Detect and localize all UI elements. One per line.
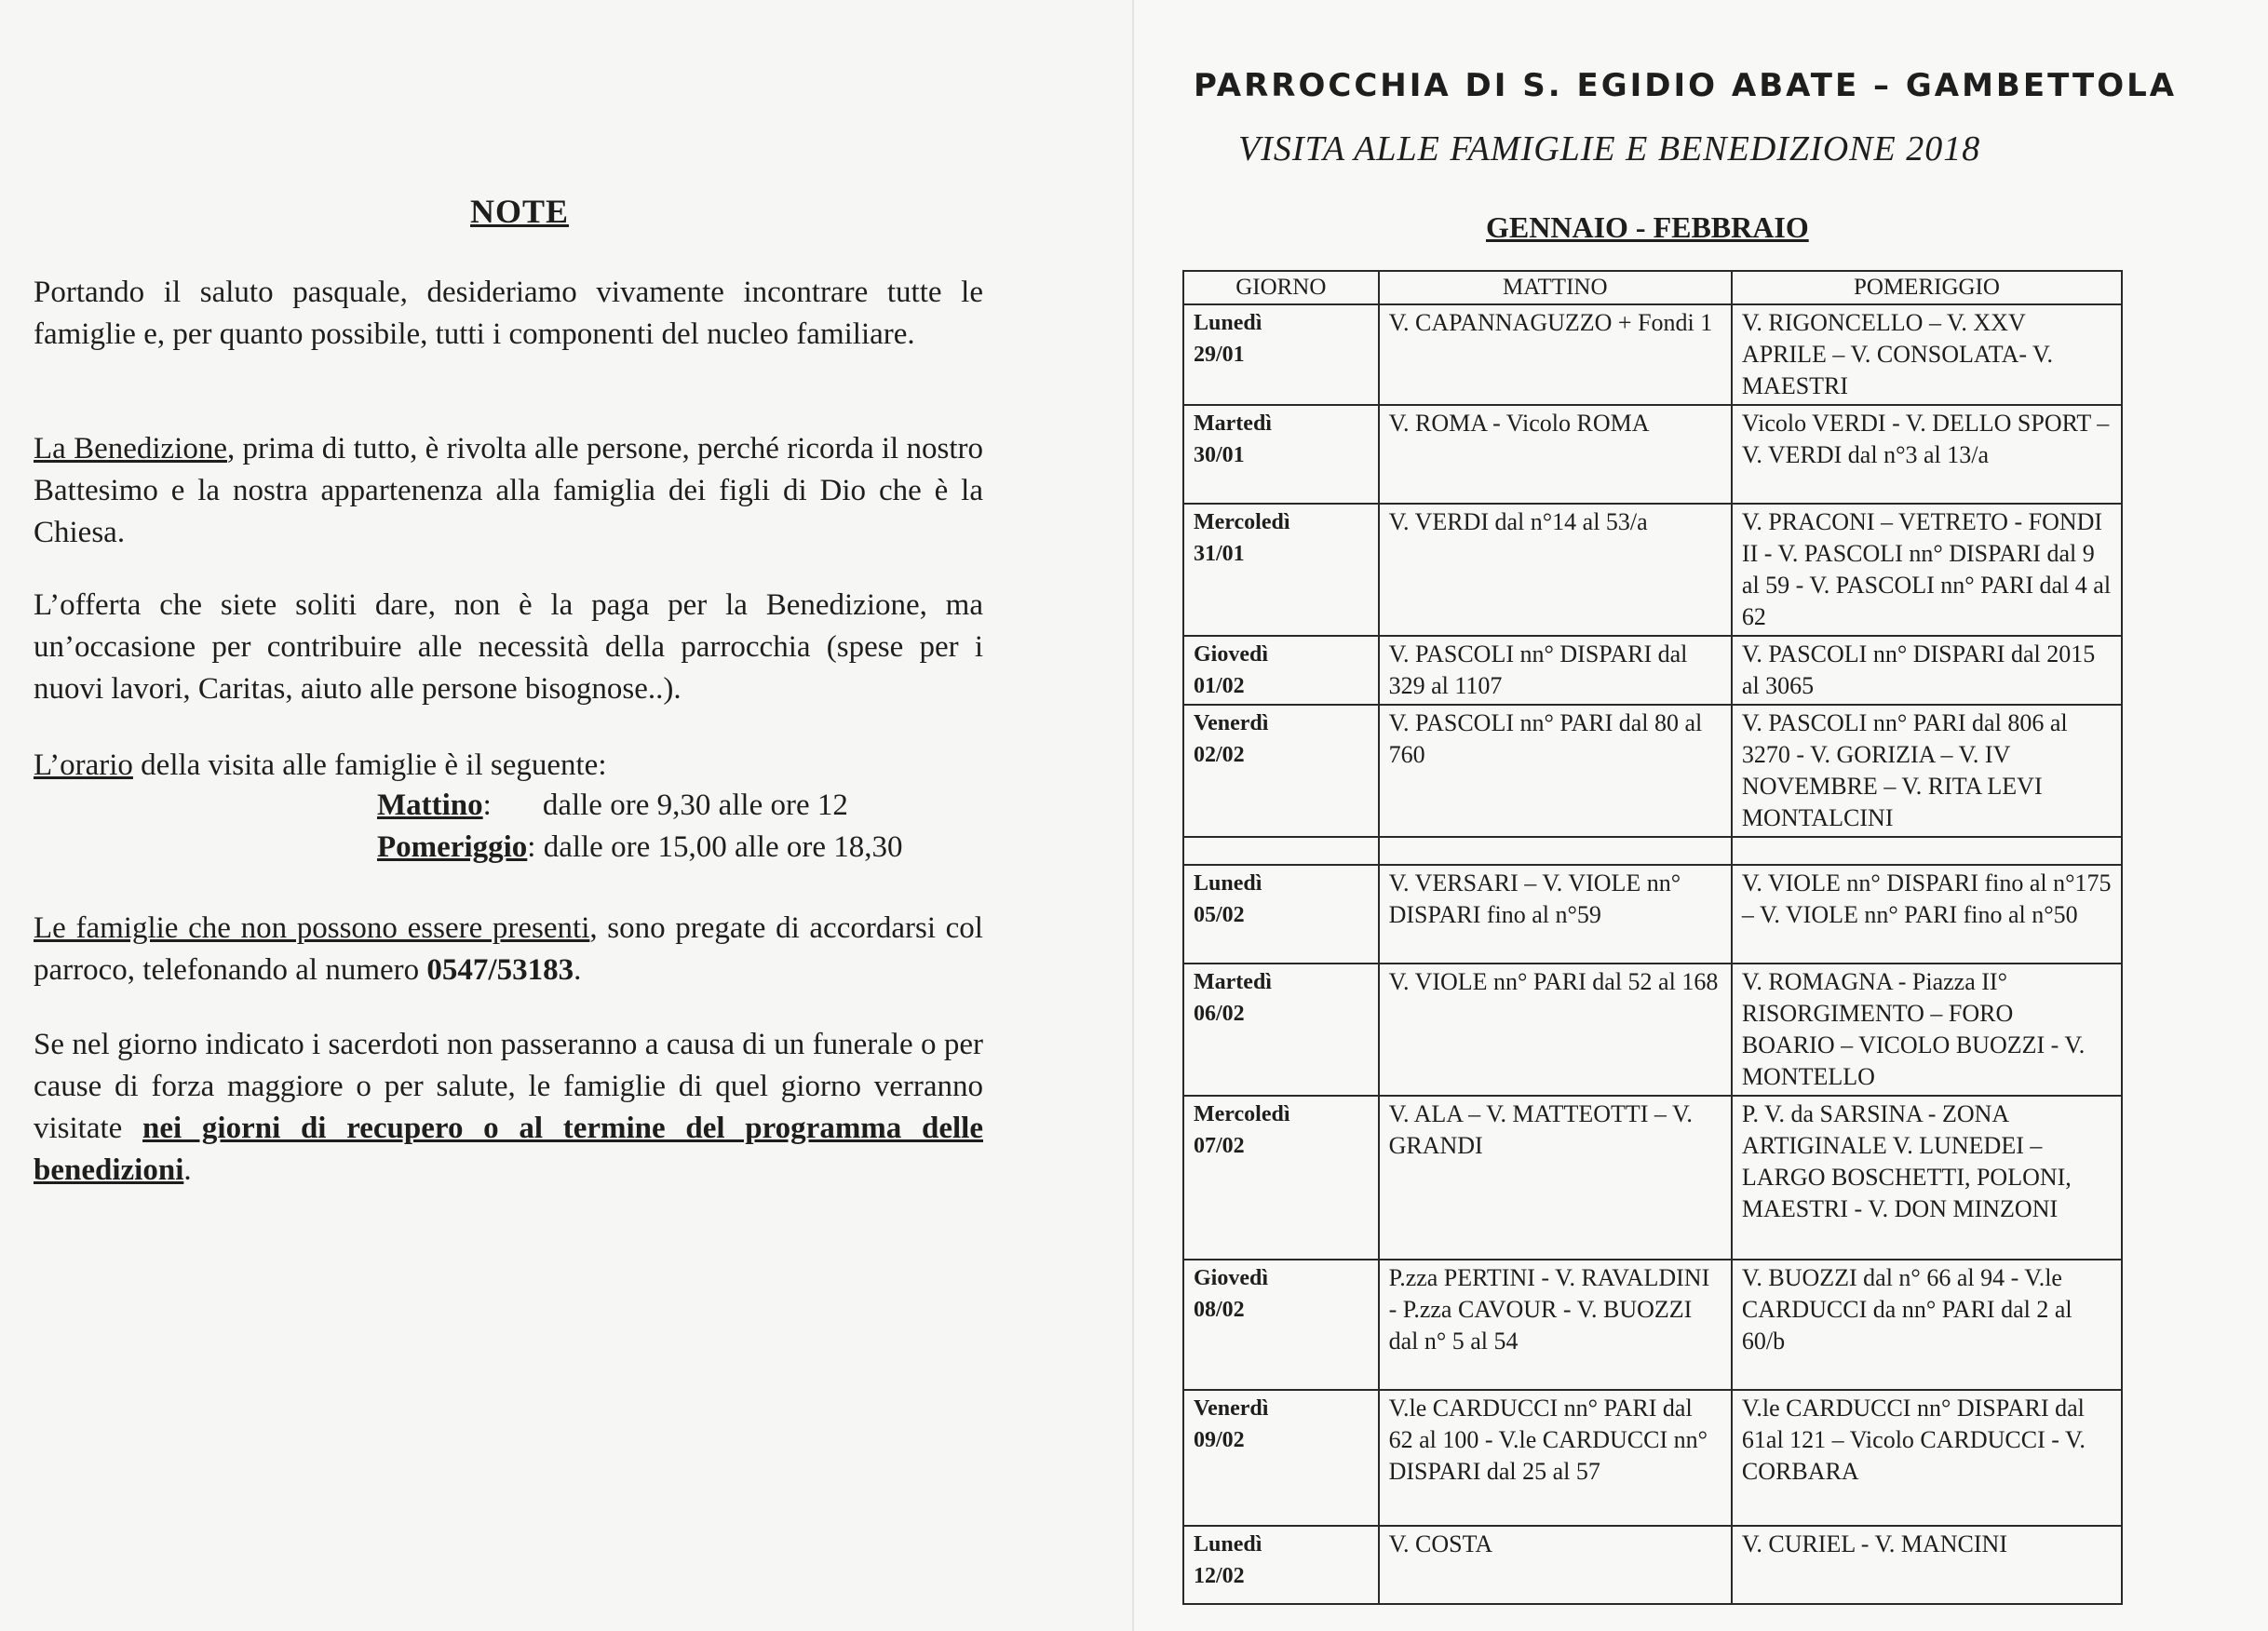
header-day: GIORNO	[1183, 271, 1379, 304]
day-name: Martedì	[1194, 411, 1272, 436]
day-name: Venerdì	[1194, 1396, 1269, 1421]
note-title: NOTE	[470, 193, 570, 230]
blessing-text: , prima di tutto, è rivolta alle persone, perché ricorda il nostro Battesimo e la nostra appartenenza alla famiglia dei figli di Dio che è la Chiesa.	[34, 432, 983, 549]
note-paragraph-schedule	[34, 745, 983, 787]
day-name: Giovedì	[1194, 1266, 1269, 1290]
table-row	[1183, 636, 2122, 705]
morning-cell: V. ROMA - Vicolo ROMA	[1379, 405, 1732, 504]
blessing-heading: La Benedizione	[34, 432, 227, 465]
day-name: Martedì	[1194, 970, 1272, 994]
morning-cell: V. VERSARI – V. VIOLE nn° DISPARI fino al n°59	[1379, 865, 1732, 964]
table-header-row	[1183, 271, 2122, 304]
day-date: 09/02	[1194, 1428, 1245, 1452]
day-date: 02/02	[1194, 743, 1245, 767]
schedule-intro: della visita alle famiglie è il seguente:	[132, 748, 607, 782]
table-row	[1183, 964, 2122, 1096]
table-row	[1183, 1526, 2122, 1604]
day-cell	[1183, 1526, 1379, 1604]
afternoon-label: Pomeriggio	[377, 830, 528, 864]
visit-title: VISITA ALLE FAMIGLIE E BENEDIZIONE 2018	[1238, 129, 1981, 168]
morning-cell: V. COSTA	[1379, 1526, 1732, 1604]
day-name: Mercoledì	[1194, 1102, 1290, 1126]
day-cell	[1183, 1390, 1379, 1526]
schedule-morning: Mattino: dalle ore 9,30 alle ore 12	[377, 789, 848, 822]
morning-cell: P.zza PERTINI - V. RAVALDINI - P.zza CAVOUR - V. BUOZZI dal n° 5 al 54	[1379, 1260, 1732, 1390]
morning-cell: V.le CARDUCCI nn° PARI dal 62 al 100 - V.le CARDUCCI nn° DISPARI dal 25 al 57	[1379, 1390, 1732, 1526]
table-row	[1183, 1260, 2122, 1390]
recovery-emphasis: nei giorni di recupero o al termine del programma delle benedizioni	[34, 1112, 983, 1187]
day-date: 07/02	[1194, 1134, 1245, 1158]
morning-cell: V. ALA – V. MATTEOTTI – V. GRANDI	[1379, 1096, 1732, 1260]
morning-hours: dalle ore 9,30 alle ore 12	[542, 789, 848, 822]
day-date: 05/02	[1194, 903, 1245, 927]
day-cell	[1183, 1096, 1379, 1260]
afternoon-cell: V. VIOLE nn° DISPARI fino al n°175 – V. VIOLE nn° PARI fino al n°50	[1732, 865, 2122, 964]
day-date: 29/01	[1194, 343, 1245, 367]
day-cell	[1183, 1260, 1379, 1390]
day-date: 08/02	[1194, 1298, 1245, 1322]
afternoon-cell: V. RIGONCELLO – V. XXV APRILE – V. CONSOLATA- V. MAESTRI	[1732, 304, 2122, 405]
table-row	[1183, 705, 2122, 837]
morning-cell: V. CAPANNAGUZZO + Fondi 1	[1379, 304, 1732, 405]
table-row	[1183, 1390, 2122, 1526]
months-heading: GENNAIO - FEBBRAIO	[1486, 210, 1809, 244]
afternoon-cell: V. CURIEL - V. MANCINI	[1732, 1526, 2122, 1604]
day-date: 12/02	[1194, 1564, 1245, 1588]
table-spacer-row	[1183, 837, 2122, 865]
afternoon-cell: V. ROMAGNA - Piazza II° RISORGIMENTO – FORO BOARIO – VICOLO BUOZZI - V. MONTELLO	[1732, 964, 2122, 1096]
afternoon-cell: V. PASCOLI nn° PARI dal 806 al 3270 - V. GORIZIA – V. IV NOVEMBRE – V. RITA LEVI MONTALCINI	[1732, 705, 2122, 837]
day-cell	[1183, 964, 1379, 1096]
day-name: Giovedì	[1194, 642, 1269, 667]
absent-text: , sono pregate di accordarsi col parroco, telefonando al numero	[34, 911, 983, 987]
recovery-text: Se nel giorno indicato i sacerdoti non passeranno a causa di un funerale o per cause di forza maggiore o per salute, le famiglie di quel giorno verranno visitate	[34, 1028, 983, 1145]
schedule-heading: L’orario	[34, 748, 133, 782]
table-row	[1183, 405, 2122, 504]
day-name: Venerdì	[1194, 711, 1269, 735]
day-cell	[1183, 304, 1379, 405]
day-date: 30/01	[1194, 443, 1245, 467]
afternoon-cell: V. BUOZZI dal n° 66 al 94 - V.le CARDUCCI da nn° PARI dal 2 al 60/b	[1732, 1260, 2122, 1390]
morning-label: Mattino	[377, 789, 483, 822]
note-paragraph-absent	[34, 908, 983, 991]
day-cell	[1183, 865, 1379, 964]
recovery-end: .	[183, 1153, 192, 1187]
afternoon-cell: V. PRACONI – VETRETO - FONDI II - V. PASCOLI nn° DISPARI dal 9 al 59 - V. PASCOLI nn° PARI dal 4 al 62	[1732, 504, 2122, 636]
note-paragraph-greeting: Portando il saluto pasquale, desideriamo vivamente incontrare tutte le famiglie e, per quanto possibile, tutti i componenti del nucleo familiare.	[34, 276, 983, 351]
day-name: Lunedì	[1194, 871, 1262, 896]
table-row	[1183, 304, 2122, 405]
table-row	[1183, 865, 2122, 964]
afternoon-cell: V. PASCOLI nn° DISPARI dal 2015 al 3065	[1732, 636, 2122, 705]
afternoon-hours: dalle ore 15,00 alle ore 18,30	[543, 830, 903, 864]
morning-cell: V. VIOLE nn° PARI dal 52 al 168	[1379, 964, 1732, 1096]
day-cell	[1183, 405, 1379, 504]
afternoon-cell: Vicolo VERDI - V. DELLO SPORT – V. VERDI dal n°3 al 13/a	[1732, 405, 2122, 504]
schedule-afternoon: Pomeriggio: dalle ore 15,00 alle ore 18,30	[377, 830, 903, 864]
note-paragraph-blessing	[34, 428, 983, 554]
afternoon-cell: V.le CARDUCCI nn° DISPARI dal 61al 121 – Vicolo CARDUCCI - V. CORBARA	[1732, 1390, 2122, 1526]
note-paragraph-offering: L’offerta che siete soliti dare, non è la paga per la Benedizione, ma un’occasione per contribuire alle necessità della parrocchia (spese per i nuovi lavori, Caritas, aiuto alle persone bisognose..).	[34, 588, 983, 706]
note-paragraph-recovery	[34, 1024, 983, 1192]
table-row	[1183, 1096, 2122, 1260]
day-date: 06/02	[1194, 1002, 1245, 1026]
phone-number: 0547/53183	[426, 953, 574, 987]
header-afternoon: POMERIGGIO	[1732, 271, 2122, 304]
schedule-table	[1182, 270, 2123, 1605]
day-name: Mercoledì	[1194, 510, 1290, 534]
header-morning: MATTINO	[1379, 271, 1732, 304]
absent-heading: Le famiglie che non possono essere presenti	[34, 911, 590, 945]
morning-cell: V. PASCOLI nn° DISPARI dal 329 al 1107	[1379, 636, 1732, 705]
day-name: Lunedì	[1194, 1532, 1262, 1557]
day-name: Lunedì	[1194, 311, 1262, 335]
table-row	[1183, 504, 2122, 636]
morning-cell: V. VERDI dal n°14 al 53/a	[1379, 504, 1732, 636]
day-date: 01/02	[1194, 674, 1245, 698]
afternoon-cell: P. V. da SARSINA - ZONA ARTIGINALE V. LUNEDEI – LARGO BOSCHETTI, POLONI, MAESTRI - V. DON MINZONI	[1732, 1096, 2122, 1260]
absent-end: .	[574, 953, 582, 987]
day-date: 31/01	[1194, 542, 1245, 566]
day-cell	[1183, 504, 1379, 636]
morning-cell: V. PASCOLI nn° PARI dal 80 al 760	[1379, 705, 1732, 837]
day-cell	[1183, 705, 1379, 837]
parish-title: PARROCCHIA DI S. EGIDIO ABATE – GAMBETTOLA	[1194, 67, 2178, 104]
day-cell	[1183, 636, 1379, 705]
